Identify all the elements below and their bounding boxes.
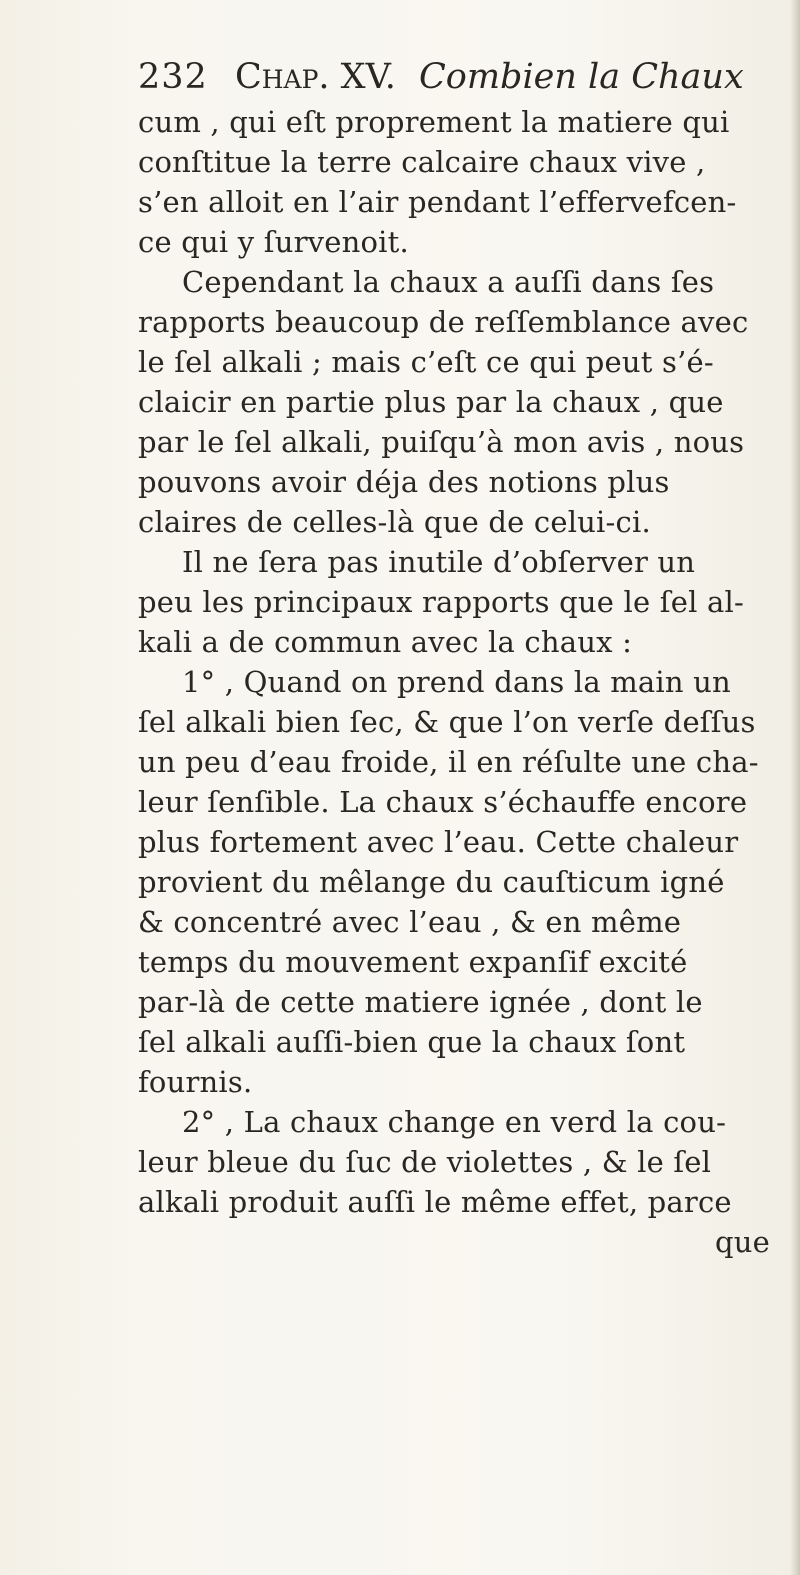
text-line: un peu d’eau froide, il en réſulte une cha-: [138, 745, 759, 779]
text-line: peu les principaux rapports que le ſel al-: [138, 585, 744, 619]
page-header: [138, 52, 778, 102]
text-line: 2° , La chaux change en verd la cou-: [182, 1105, 727, 1139]
text-line: rapports beaucoup de reſſemblance avec: [138, 305, 749, 339]
text-line: par-là de cette matiere ignée , dont le: [138, 985, 703, 1019]
page-edge: [790, 0, 800, 1575]
text-line: plus fortement avec l’eau. Cette chaleur: [138, 825, 739, 859]
text-line: provient du mêlange du cauſticum igné: [138, 865, 725, 899]
text-line: pouvons avoir déja des notions plus: [138, 465, 670, 499]
page-number: 232: [138, 57, 208, 97]
text-line: cum , qui eſt proprement la matiere qui: [138, 105, 730, 139]
catchword: que: [714, 1225, 770, 1259]
text-line: temps du mouvement expanſif excité: [138, 945, 688, 979]
text-line: claires de celles-là que de celui-ci.: [138, 505, 651, 539]
chapter-heading: Chap. XV.: [234, 57, 396, 97]
text-line: 1° , Quand on prend dans la main un: [182, 665, 731, 699]
text-line: ſel alkali bien ſec, & que l’on verſe deſſus: [138, 705, 756, 739]
text-line: Cependant la chaux a auſſi dans ſes: [182, 265, 715, 299]
text-line: fournis.: [138, 1065, 253, 1099]
body-text: [138, 102, 778, 1532]
text-line: s’en alloit en l’air pendant l’effervefcen-: [138, 185, 737, 219]
text-line: alkali produit auſſi le même effet, parce: [138, 1185, 732, 1219]
text-line: ſel alkali auſſi-bien que la chaux ſont: [138, 1025, 686, 1059]
text-line: leur ſenſible. La chaux s’échauffe encore: [138, 785, 748, 819]
text-line: leur bleue du ſuc de violettes , & le ſel: [138, 1145, 712, 1179]
text-line: par le ſel alkali, puiſqu’à mon avis , nous: [138, 425, 745, 459]
text-line: conſtitue la terre calcaire chaux vive ,: [138, 145, 706, 179]
text-line: ce qui y ſurvenoit.: [138, 225, 409, 259]
text-line: kali a de commun avec la chaux :: [138, 625, 633, 659]
running-title: Combien la Chaux: [419, 57, 744, 97]
text-line: le ſel alkali ; mais c’eſt ce qui peut s’é-: [138, 345, 714, 379]
text-line: Il ne ſera pas inutile d’obſerver un: [182, 545, 696, 579]
text-line: claicir en partie plus par la chaux , que: [138, 385, 724, 419]
text-line: & concentré avec l’eau , & en même: [138, 905, 682, 939]
